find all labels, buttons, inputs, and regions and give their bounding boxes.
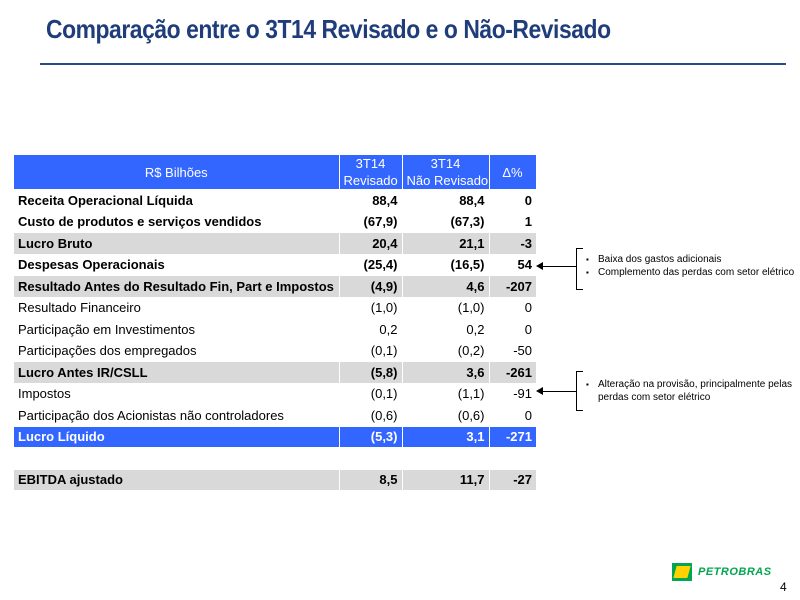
row-value-nao-revisado: (67,3) xyxy=(402,211,489,233)
row-value-delta: 1 xyxy=(489,211,536,233)
row-label: Lucro Antes IR/CSLL xyxy=(14,362,339,384)
page-number: 4 xyxy=(780,580,787,594)
header-nao-revisado: 3T14 Não Revisado xyxy=(402,155,489,190)
row-value-delta: -91 xyxy=(489,383,536,405)
table-row xyxy=(14,297,536,319)
row-label: Resultado Financeiro xyxy=(14,297,339,319)
row-value-delta: 0 xyxy=(489,319,536,341)
header-label: R$ Bilhões xyxy=(14,155,339,190)
row-value-revisado: 0,2 xyxy=(339,319,402,341)
table-row xyxy=(14,362,536,384)
row-label: Receita Operacional Líquida xyxy=(14,190,339,212)
row-label: Lucro Líquido xyxy=(14,426,339,448)
row-value-revisado: (67,9) xyxy=(339,211,402,233)
table-row xyxy=(14,254,536,276)
row-label: Participações dos empregados xyxy=(14,340,339,362)
note1 xyxy=(584,253,799,279)
table-row xyxy=(14,319,536,341)
row-value-delta: -207 xyxy=(489,276,536,298)
header-revisado: 3T14 Revisado xyxy=(339,155,402,190)
row-value-revisado: (0,1) xyxy=(339,383,402,405)
row-label: EBITDA ajustado xyxy=(14,469,339,491)
row-value-revisado: (0,1) xyxy=(339,340,402,362)
table-header-row xyxy=(14,155,536,190)
row-value-revisado: 8,5 xyxy=(339,469,402,491)
row-label: Custo de produtos e serviços vendidos xyxy=(14,211,339,233)
row-value-nao-revisado: (0,6) xyxy=(402,405,489,427)
row-value-nao-revisado: (16,5) xyxy=(402,254,489,276)
row-value-nao-revisado: 3,6 xyxy=(402,362,489,384)
table-row xyxy=(14,405,536,427)
row-value-nao-revisado: (0,2) xyxy=(402,340,489,362)
note1-item: ▪ Complemento das perdas com setor elétrico xyxy=(584,266,799,279)
row-value-revisado: (4,9) xyxy=(339,276,402,298)
row-value-delta: -27 xyxy=(489,469,536,491)
logo-text: PETROBRAS xyxy=(698,566,772,578)
row-value-revisado: 20,4 xyxy=(339,233,402,255)
row-value-revisado: (5,3) xyxy=(339,426,402,448)
page-title: Comparação entre o 3T14 Revisado e o Não-Revisado xyxy=(46,14,611,44)
row-value-nao-revisado: 4,6 xyxy=(402,276,489,298)
row-value-nao-revisado: 0,2 xyxy=(402,319,489,341)
note2-arrow-line xyxy=(542,391,576,392)
row-value-nao-revisado: (1,0) xyxy=(402,297,489,319)
header-delta: Δ% xyxy=(489,155,536,190)
title-divider xyxy=(40,63,786,65)
row-value-nao-revisado: 88,4 xyxy=(402,190,489,212)
petrobras-logo xyxy=(672,563,772,581)
row-label: Participação dos Acionistas não controladores xyxy=(14,405,339,427)
note2-bracket xyxy=(576,371,583,411)
row-value-delta: 0 xyxy=(489,190,536,212)
note2-item: ▪ Alteração na provisão, principalmente pelas perdas com setor elétrico xyxy=(584,378,796,404)
table-row xyxy=(14,211,536,233)
row-value-delta: 0 xyxy=(489,405,536,427)
row-value-nao-revisado: 11,7 xyxy=(402,469,489,491)
row-value-revisado: (5,8) xyxy=(339,362,402,384)
row-value-delta: -271 xyxy=(489,426,536,448)
row-value-delta: 54 xyxy=(489,254,536,276)
row-value-delta: -3 xyxy=(489,233,536,255)
row-value-nao-revisado: 21,1 xyxy=(402,233,489,255)
row-value-revisado: (25,4) xyxy=(339,254,402,276)
table-row-ebitda xyxy=(14,469,536,491)
row-label: Resultado Antes do Resultado Fin, Part e Impostos xyxy=(14,276,339,298)
note1-arrow-line xyxy=(542,266,576,267)
row-label: Despesas Operacionais xyxy=(14,254,339,276)
row-value-revisado: (1,0) xyxy=(339,297,402,319)
note1-item: ▪ Baixa dos gastos adicionais xyxy=(584,253,799,266)
table-row xyxy=(14,340,536,362)
table-row xyxy=(14,383,536,405)
table-row xyxy=(14,190,536,212)
table-row xyxy=(14,276,536,298)
row-label: Participação em Investimentos xyxy=(14,319,339,341)
table-spacer xyxy=(14,448,536,470)
table-row xyxy=(14,426,536,448)
row-value-delta: -50 xyxy=(489,340,536,362)
note1-bracket xyxy=(576,248,583,290)
row-label: Lucro Bruto xyxy=(14,233,339,255)
row-value-revisado: (0,6) xyxy=(339,405,402,427)
row-value-nao-revisado: 3,1 xyxy=(402,426,489,448)
br-logo-icon xyxy=(672,563,692,581)
financial-table xyxy=(14,155,537,491)
row-value-delta: 0 xyxy=(489,297,536,319)
row-label: Impostos xyxy=(14,383,339,405)
row-value-revisado: 88,4 xyxy=(339,190,402,212)
row-value-nao-revisado: (1,1) xyxy=(402,383,489,405)
table-row xyxy=(14,233,536,255)
note2 xyxy=(584,378,796,404)
row-value-delta: -261 xyxy=(489,362,536,384)
